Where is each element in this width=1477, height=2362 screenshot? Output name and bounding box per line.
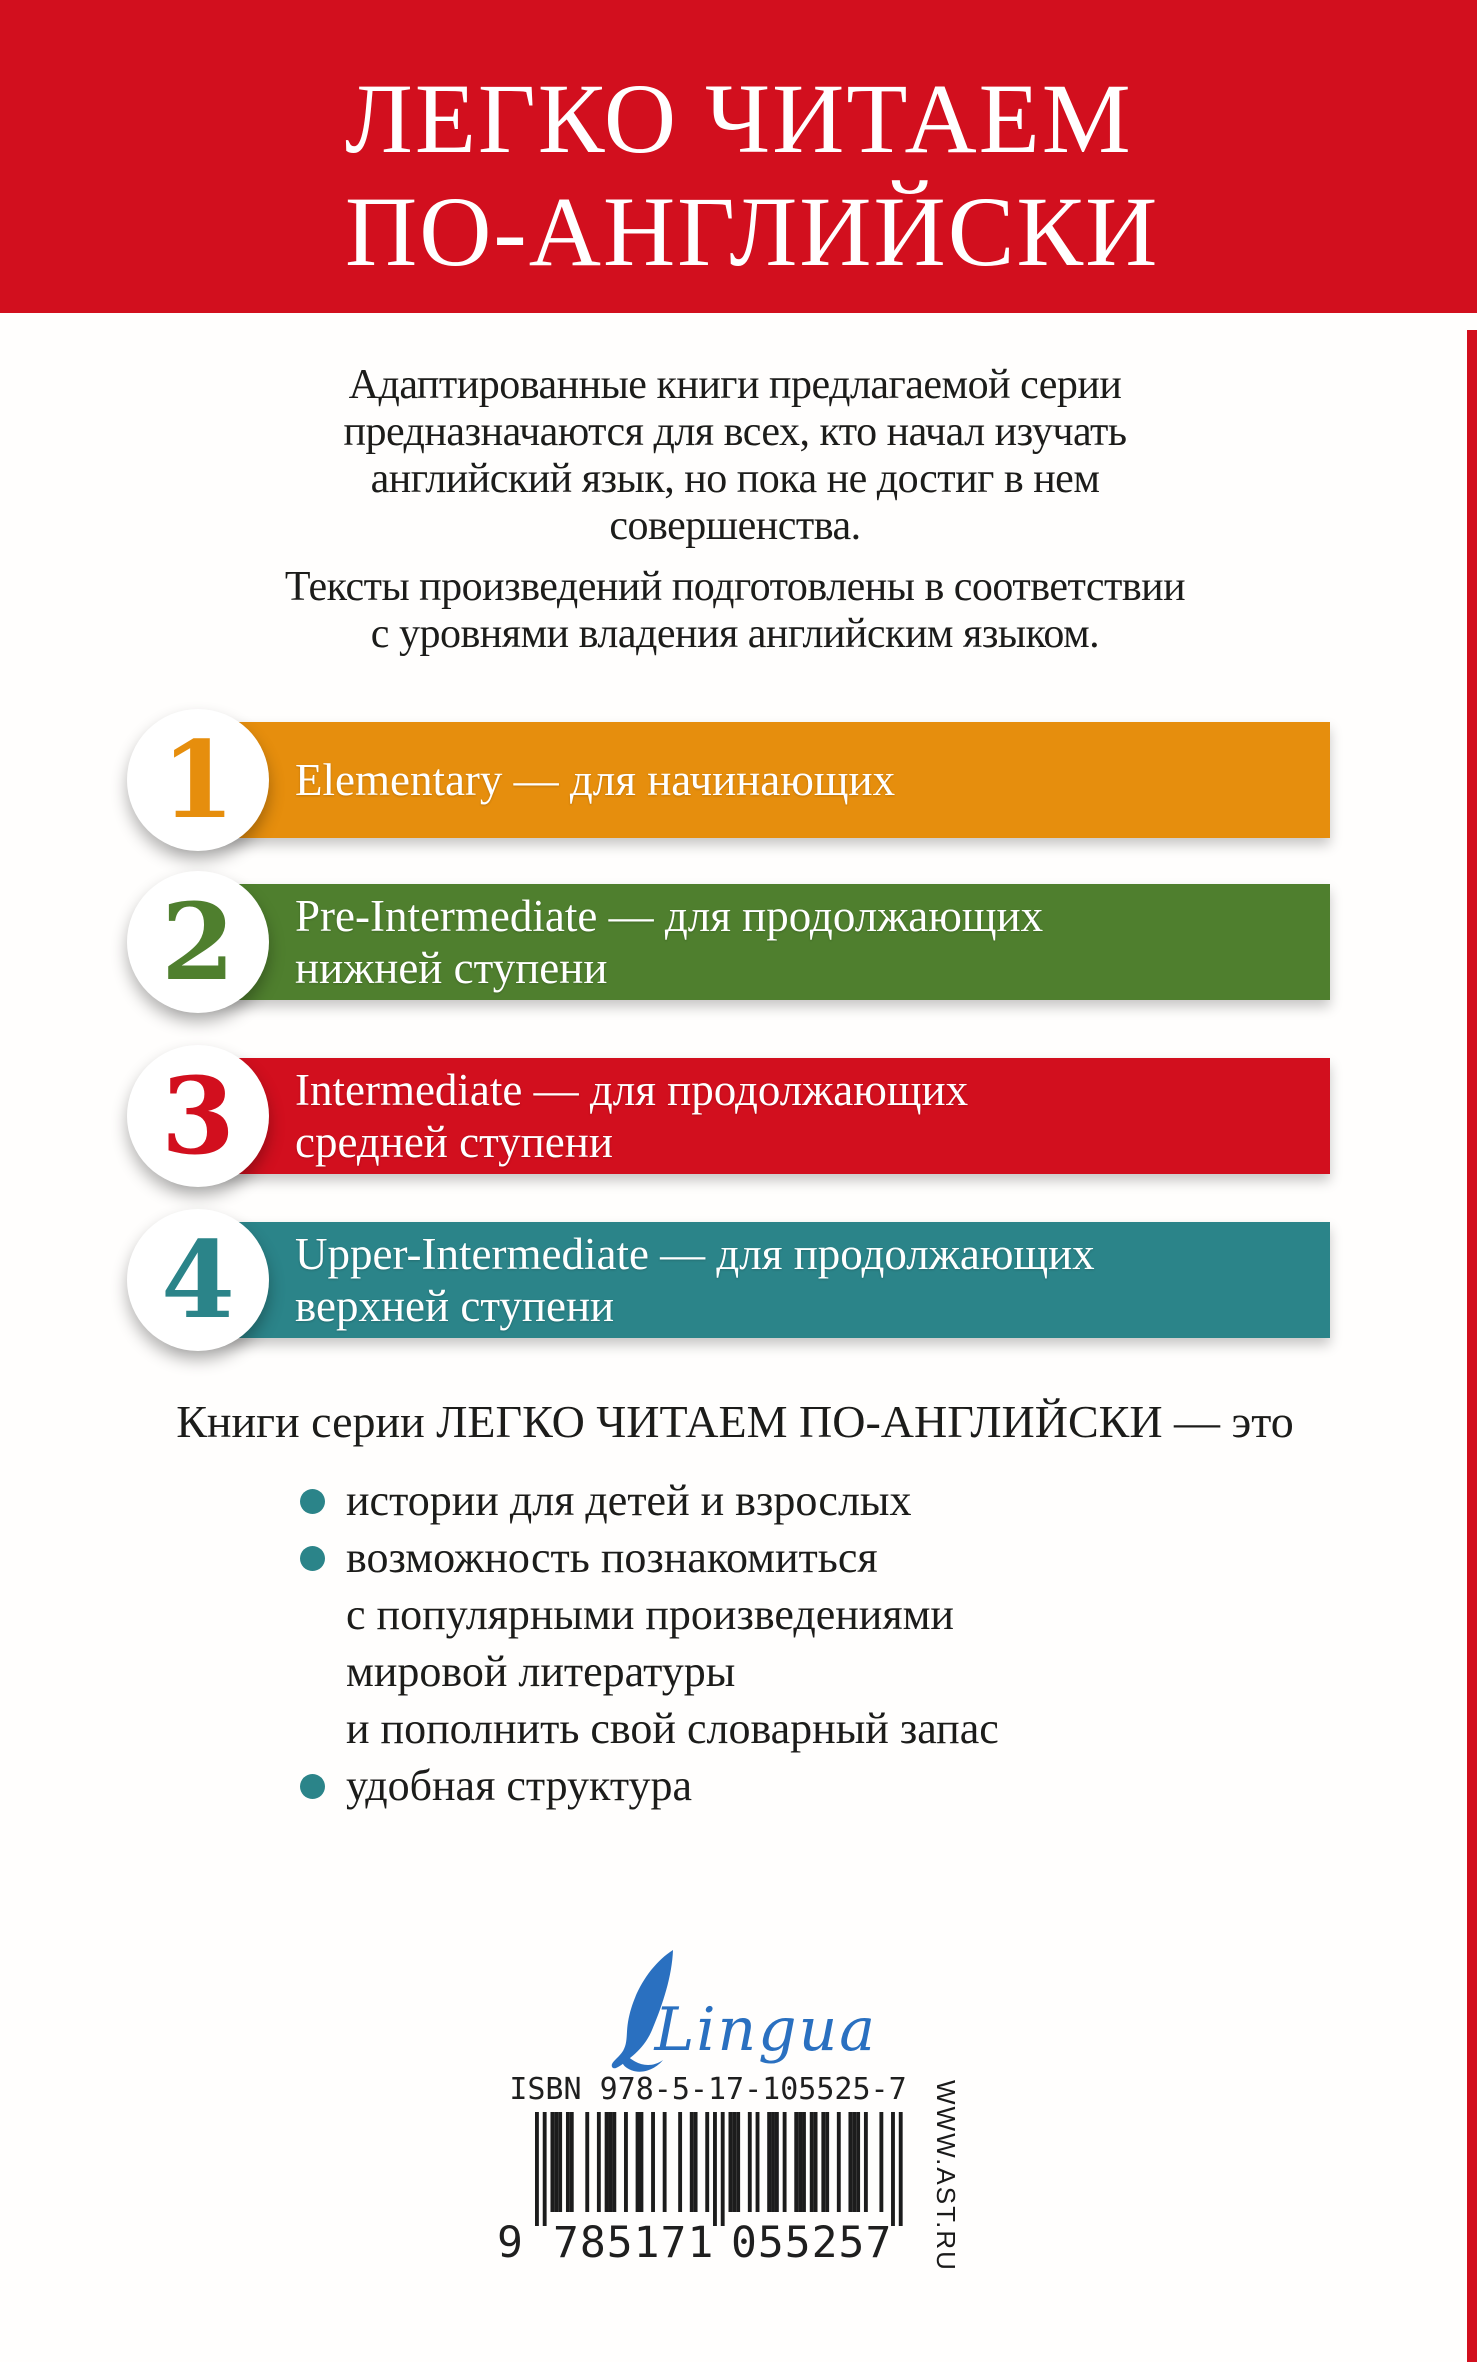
intro-p1-line: совершенства. xyxy=(609,503,861,549)
publisher-website-vertical: WWW.AST.RU xyxy=(931,2080,961,2272)
publisher-logo xyxy=(0,1948,1477,2078)
level-bar-pre-intermediate xyxy=(161,879,1330,1004)
barcode-digit-group: 785171 xyxy=(553,2218,715,2268)
intro-p2-line: Тексты произведений подготовлены в соответствии xyxy=(284,564,1186,610)
level-number-badge: 2 xyxy=(127,871,269,1013)
level-label-line2: нижней ступени xyxy=(295,943,608,993)
level-label-line2: верхней ступени xyxy=(295,1281,615,1331)
series-title xyxy=(345,62,1159,288)
barcode-digit-group: 9 xyxy=(497,2218,524,2268)
level-number-badge: 3 xyxy=(127,1045,269,1187)
level-number-badge: 1 xyxy=(127,709,269,851)
level-bar-upper-intermediate xyxy=(161,1217,1330,1342)
bullet-dot-icon xyxy=(300,1774,325,1799)
bullet-dot-icon xyxy=(300,1546,325,1571)
level-bar-elementary xyxy=(161,717,1330,842)
list-item-continuation xyxy=(300,1700,1400,1757)
isbn-label: ISBN 978-5-17-105525-7 xyxy=(509,2072,907,2107)
level-number-badge: 4 xyxy=(127,1209,269,1351)
level-label-line2: средней ступени xyxy=(295,1117,613,1167)
intro-p1-line: предназначаются для всех, кто начал изучать xyxy=(343,409,1127,455)
list-item-text: возможность познакомиться xyxy=(346,1533,878,1582)
level-bar-intermediate xyxy=(161,1053,1330,1178)
intro-p2-line: с уровнями владения английским языком. xyxy=(370,611,1100,657)
intro-paragraph-2 xyxy=(60,564,1410,658)
barcode-digit-group: 055257 xyxy=(731,2218,893,2268)
intro-text xyxy=(60,362,1410,658)
level-label-line1: Intermediate — для продолжающих xyxy=(295,1065,969,1115)
list-item-text: истории для детей и взрослых xyxy=(346,1476,912,1525)
series-features-heading: Книги серии ЛЕГКО ЧИТАЕМ ПО-АНГЛИЙСКИ — это xyxy=(176,1396,1294,1447)
list-item-text: мировой литературы xyxy=(346,1647,736,1696)
header-band xyxy=(0,0,1477,313)
intro-p1-line: английский язык, но пока не достиг в нем xyxy=(370,456,1100,502)
list-item-text: и пополнить свой словарный запас xyxy=(346,1704,999,1753)
series-title-line1: ЛЕГКО ЧИТАЕМ xyxy=(345,63,1133,174)
list-item-text: удобная структура xyxy=(346,1761,693,1810)
list-item xyxy=(300,1472,1400,1529)
list-item-continuation xyxy=(300,1586,1400,1643)
bullet-dot-icon xyxy=(300,1489,325,1514)
list-item-continuation xyxy=(300,1643,1400,1700)
intro-p1-line: Адаптированные книги предлагаемой серии xyxy=(348,362,1122,408)
series-title-line2: ПО-АНГЛИЙСКИ xyxy=(345,176,1160,287)
level-label-line1: Upper-Intermediate — для продолжающих xyxy=(295,1229,1095,1279)
list-item-text: с популярными произведениями xyxy=(346,1590,954,1639)
level-label: Elementary — для начинающих xyxy=(295,755,896,805)
list-item xyxy=(300,1529,1400,1586)
ean13-barcode xyxy=(535,2112,903,2226)
list-item xyxy=(300,1757,1400,1814)
intro-paragraph-1 xyxy=(60,362,1410,550)
publisher-logo-text: Lingua xyxy=(654,1995,877,2065)
features-list xyxy=(300,1472,1400,1814)
level-label-line1: Pre-Intermediate — для продолжающих xyxy=(295,891,1044,941)
